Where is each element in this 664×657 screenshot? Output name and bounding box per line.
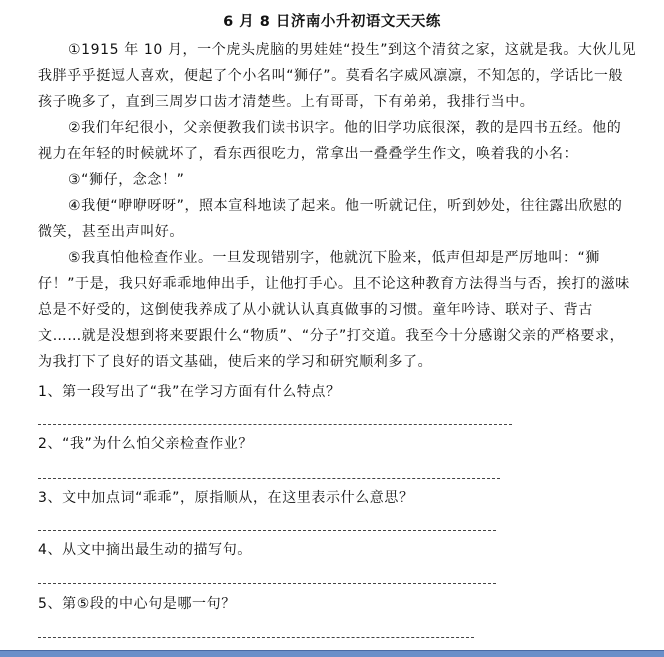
question-2: 2、“我”为什么怕父亲检查作业？	[38, 436, 254, 452]
text-line: ⑤我真怕他检查作业。一旦发现错别字，他就沉下脸来，低声但却是严厉地叫：“狮	[68, 250, 601, 266]
text-line: 孩子晚多了，直到三周岁口齿才清楚些。上有哥哥，下有弟弟，我排行当中。	[38, 94, 535, 110]
answer-line-2	[38, 478, 500, 479]
text-line: 微笑，甚至出声叫好。	[38, 224, 184, 240]
text-line: 文……就是没想到将来要跟什么“物质”、“分子”打交道。我至今十分感谢父亲的严格要求，	[38, 328, 625, 344]
answer-line-5	[38, 637, 474, 638]
question-3: 3、文中加点词“乖乖”，原指顺从，在这里表示什么意思？	[38, 490, 414, 506]
text-line: 总是不好受的，这倒使我养成了从小就认认真真做事的习惯。童年吟诗、联对子、背古	[38, 302, 593, 318]
text-line: ③“狮仔，念念！”	[68, 172, 185, 188]
answer-line-3	[38, 530, 496, 531]
document-title: 6 月 8 日济南小升初语文天天练	[223, 14, 441, 30]
window-bottom-bar	[0, 650, 664, 657]
question-4: 4、从文中摘出最生动的描写句。	[38, 542, 252, 558]
text-line: 仔！”于是，我只好乖乖地伸出手，让他打手心。且不论这种教育方法得当与否，挨打的滋味	[38, 276, 630, 292]
text-line: 我胖乎乎挺逗人喜欢，便起了个小名叫“狮仔”。莫看名字威风凛凛，不知怎的，学话比一般	[38, 68, 624, 84]
text-line: 为我打下了良好的语文基础，使后来的学习和研究顺利多了。	[38, 354, 433, 370]
answer-line-1	[38, 424, 512, 425]
answer-line-4	[38, 583, 496, 584]
question-1: 1、第一段写出了“我”在学习方面有什么特点？	[38, 384, 341, 400]
text-line: 视力在年轻的时候就坏了，看东西很吃力，常拿出一叠叠学生作文，唤着我的小名：	[38, 146, 579, 162]
question-5: 5、第⑤段的中心句是哪一句？	[38, 596, 236, 612]
text-line: ①1915 年 10 月，一个虎头虎脑的男娃娃“投生”到这个清贫之家，这就是我。大伙儿见	[68, 42, 637, 58]
text-line: ②我们年纪很小，父亲便教我们读书识字。他的旧学功底很深，教的是四书五经。他的	[68, 120, 622, 136]
text-line: ④我便“咿咿呀呀”，照本宣科地读了起来。他一听就记住，听到妙处，往往露出欣慰的	[68, 198, 623, 214]
